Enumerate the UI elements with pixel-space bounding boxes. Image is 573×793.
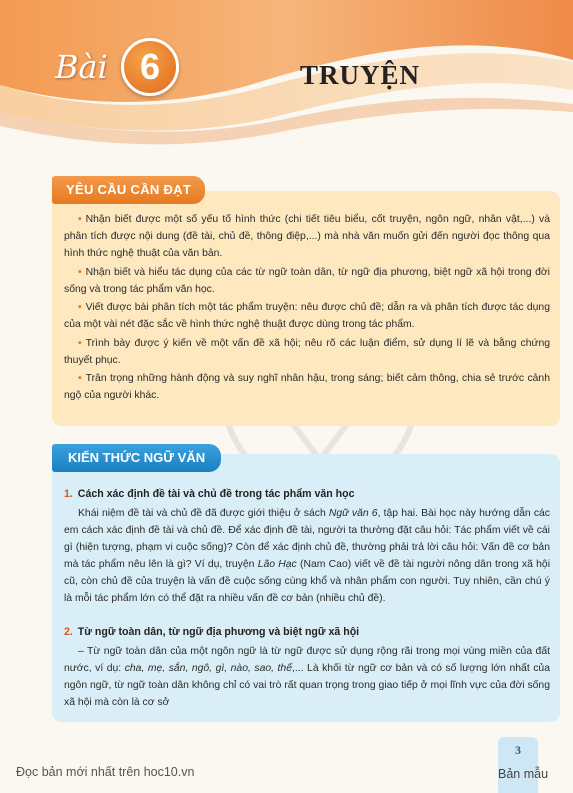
requirement-item: • Viết được bài phân tích một tác phẩm truyện: nêu được chủ đề; dẫn ra và phân tích được tác dụng của một vài nét đặc sắc về hình thức nghệ thuật được dùng trong tác phẩm. (64, 302, 550, 330)
bullet-icon: • (78, 373, 82, 384)
knowledge-heading: KIẾN THỨC NGỮ VĂN (52, 444, 221, 472)
requirements-heading: YÊU CẦU CẦN ĐẠT (52, 176, 205, 204)
page-number: 3 (515, 743, 521, 757)
chapter-header-banner (0, 0, 573, 160)
requirement-item: • Trình bày được ý kiến về một vấn đề xã hội; nêu rõ các luận điểm, sử dụng lí lẽ và bằng chứng thuyết phục. (64, 337, 550, 366)
section-1-paragraph: Khái niệm đề tài và chủ đề đã được giới thiệu ở sách Ngữ văn 6, tập hai. Bài học này hướng dẫn các em cách xác định đề tài và chủ đề. Để xác định đề tài, người ta thường đặt câu hỏi: Tác phẩm viết về cái gì (hiện tượng, phạm vi cuộc sống)? Còn để xác định chủ đề, thường phải trả lời câu hỏi: Vấn đề cơ bản mà tác phẩm nêu lên là gì? Ví dụ, truyện Lão Hạc (Nam Cao) viết về đề tài người nông dân trong xã hội cũ, còn chủ đề của truyện là vấn đề cuộc sống cùng khổ và nhân phẩm con người. Tuy nhiên, cần chú ý là mỗi tác phẩm lớn có thể đặt ra nhiều vấn đề cơ bản (nhiều chủ đề). (64, 508, 550, 604)
bullet-icon: • (78, 302, 82, 313)
requirement-item: • Trân trọng những hành động và suy nghĩ nhân hậu, trong sáng; biết cảm thông, chia sẻ trước cảnh ngộ của người khác. (64, 373, 550, 401)
lesson-title: TRUYỆN (300, 60, 421, 90)
bullet-icon: • (78, 214, 82, 225)
bullet-icon: • (78, 266, 82, 278)
bullet-icon: • (78, 337, 82, 349)
requirement-item: • Nhận biết và hiểu tác dụng của các từ ngữ toàn dân, từ ngữ địa phương, biệt ngữ xã hội trong đời sống và trong tác phẩm văn học. (64, 266, 550, 295)
section-1-title: 1. Cách xác định đề tài và chủ đề trong tác phẩm văn học (64, 488, 355, 500)
lesson-word: Bài (55, 48, 108, 86)
section-2-title: 2. Từ ngữ toàn dân, từ ngữ địa phương và biệt ngữ xã hội (64, 626, 360, 638)
footer-source-link[interactable]: Đọc bản mới nhất trên hoc10.vn (16, 765, 195, 779)
requirement-item: • Nhận biết được một số yếu tố hình thức (chi tiết tiêu biểu, cốt truyện, ngôn ngữ, nhân vật,...) và phân tích được nội dung (đề tài, chủ đề, thông điệp,...) mà nhà văn muốn gửi đến người đọc thông qua hình thức nghệ thuật của văn bản. (64, 214, 550, 259)
lesson-number: 6 (139, 46, 161, 87)
requirements-list (64, 211, 550, 406)
lesson-number-badge (121, 38, 179, 96)
section-2-paragraph: – Từ ngữ toàn dân của một ngôn ngữ là từ ngữ được sử dụng rộng rãi trong mọi vùng miền của đất nước, ví dụ: cha, mẹ, sắn, ngô, gì, nào, sao, thế,... Là khối từ ngữ cơ bản và có số lượng lớn nhất của ngôn ngữ, từ ngữ toàn dân không chỉ có vai trò rất quan trọng trong giao tiếp ở mọi lĩnh vực của đời sống xã hội mà còn là cơ sở (64, 646, 550, 708)
page-number-tab (498, 737, 538, 793)
footer-draft-label: Bản mẫu (498, 767, 549, 781)
